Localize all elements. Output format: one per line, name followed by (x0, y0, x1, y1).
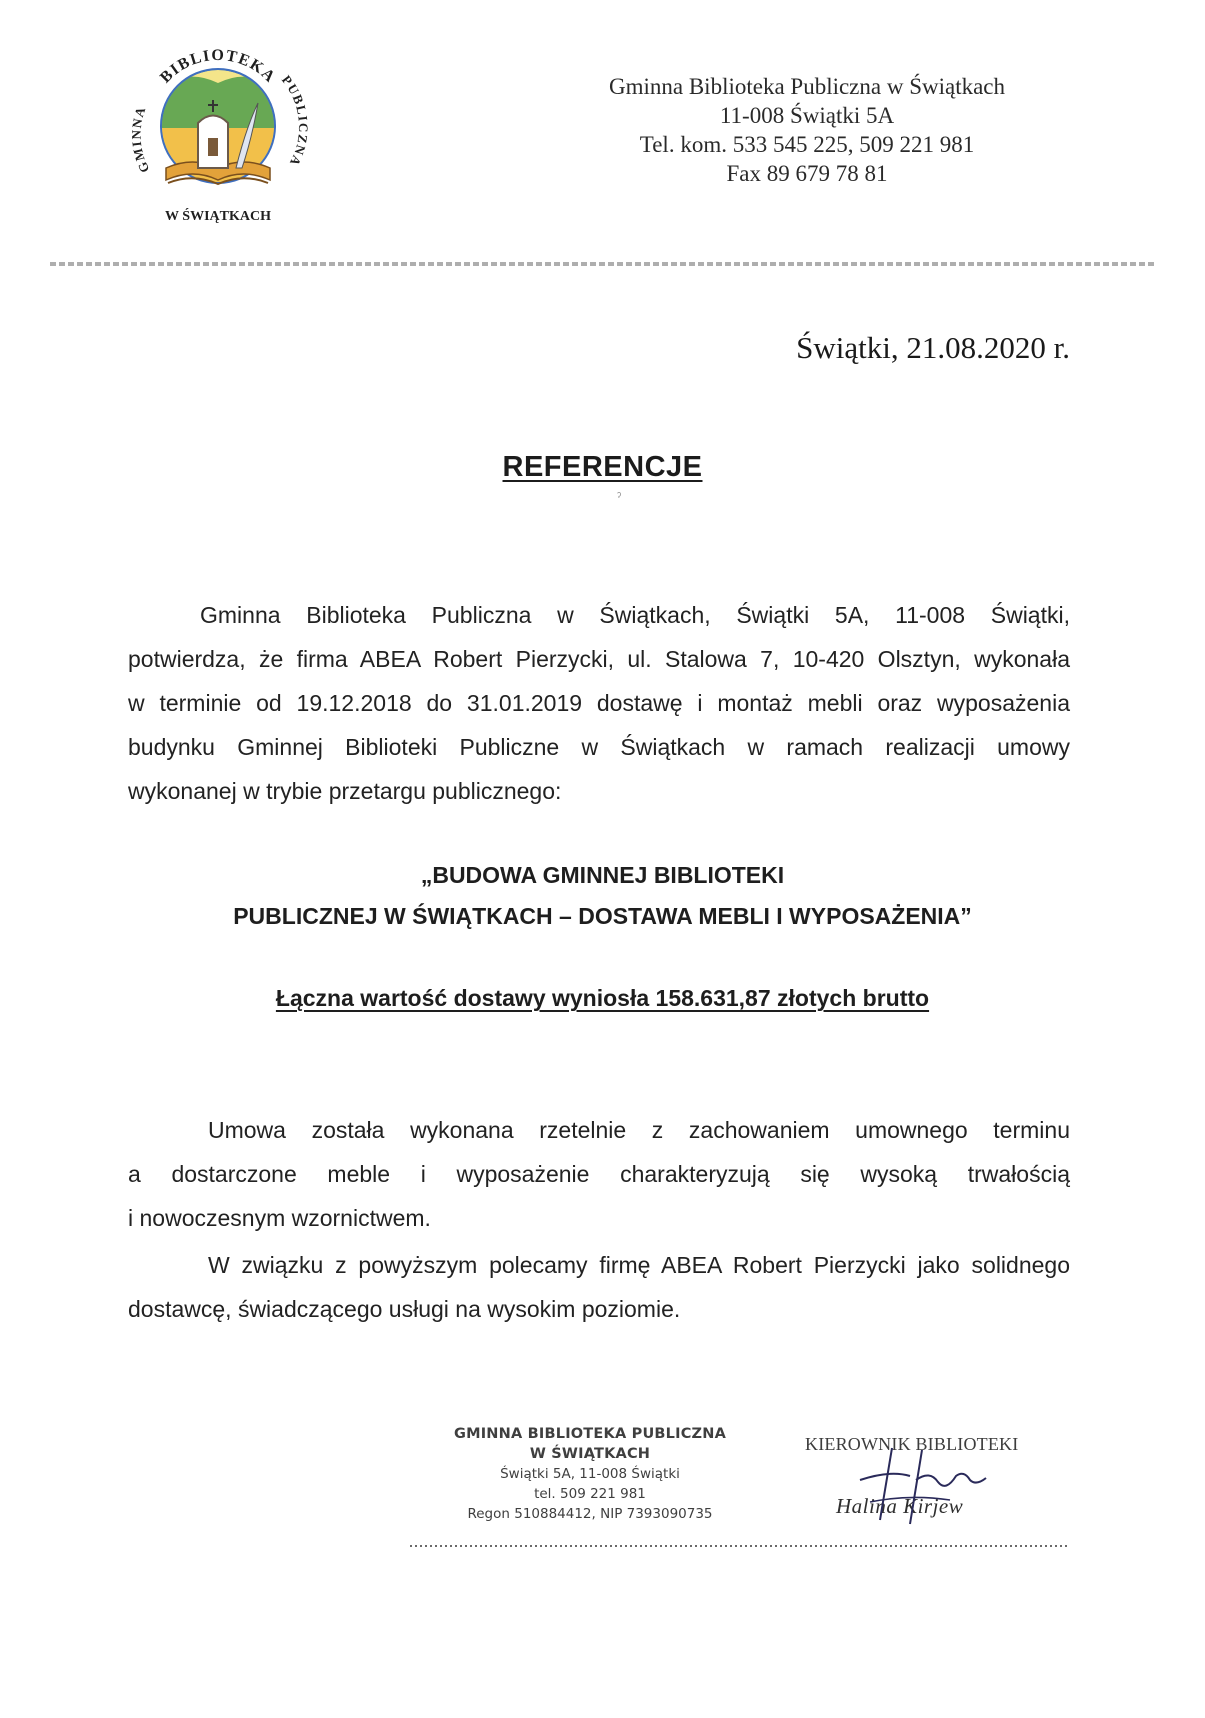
document-date: Świątki, 21.08.2020 r. (796, 330, 1070, 365)
library-logo (118, 28, 318, 228)
signature-dotted-line (410, 1545, 1068, 1547)
paragraph-line: dostawcę, świadczącego usługi na wysokim poziomie. (128, 1296, 681, 1322)
org-name: Gminna Biblioteka Publiczna w Świątkach (608, 74, 1006, 99)
logo-ring-left: GMINNA (128, 103, 153, 176)
paragraph-confirmation (128, 593, 1070, 813)
logo-ring-right: PUBLICZNA (278, 72, 312, 170)
signer-name: Halina Kirjew (836, 1494, 964, 1518)
institution-stamp (430, 1424, 750, 1524)
document-title: REFERENCJE (502, 451, 703, 483)
title-mark: ˀ (617, 490, 622, 504)
stamp-line: W ŚWIĄTKACH (529, 1446, 651, 1462)
paragraph-line: i nowoczesnym wzornictwem. (128, 1205, 431, 1231)
logo-ring-top: BIBLIOTEKA (157, 46, 279, 87)
svg-text:GMINNA (129, 104, 153, 175)
paragraph-line: a dostarczone meble i wyposażenie charakteryzują się wysoką trwałością (128, 1161, 1070, 1187)
signer-title: KIEROWNIK BIBLIOTEKI (805, 1434, 1019, 1454)
paragraph-line: potwierdza, że firma ABEA Robert Pierzycki, ul. Stalowa 7, 10-420 Olsztyn, wykonała (128, 646, 1070, 672)
handwritten-signature (830, 1440, 1000, 1530)
paragraph-line: Umowa została wykonana rzetelnie z zachowaniem umownego terminu (208, 1117, 1070, 1143)
org-fax: Fax 89 679 78 81 (726, 161, 888, 186)
tender-line: PUBLICZNEJ W ŚWIĄTKACH – DOSTAWA MEBLI I WYPOSAŻENIA” (233, 903, 972, 929)
stamp-line: GMINNA BIBLIOTEKA PUBLICZNA (453, 1426, 727, 1442)
stamp-line: Regon 510884412, NIP 7393090735 (467, 1506, 713, 1522)
total-value-text: Łączna wartość dostawy wyniosła 158.631,87 złotych brutto (275, 985, 930, 1011)
paragraph-line: budynku Gminnej Biblioteki Publiczne w Świątkach w ramach realizacji umowy (128, 734, 1070, 760)
total-value (0, 985, 1205, 1012)
tender-name (0, 855, 1205, 937)
svg-text:PUBLICZNA (279, 72, 311, 169)
paragraph-evaluation (128, 1108, 1070, 1240)
org-street: 11-008 Świątki 5A (719, 103, 895, 128)
paragraph-line: Gminna Biblioteka Publiczna w Świątkach, Świątki 5A, 11-008 Świątki, (200, 602, 1070, 628)
stamp-line: tel. 509 221 981 (534, 1486, 646, 1502)
logo-bottom-text: W ŚWIĄTKACH (165, 209, 271, 224)
paragraph-line: wykonanej w trybie przetargu publicznego: (128, 778, 562, 804)
paragraph-line: W związku z powyższym polecamy firmę ABEA Robert Pierzycki jako solidnego (208, 1252, 1070, 1278)
stamp-line: Świątki 5A, 11-008 Świątki (500, 1466, 680, 1482)
header-separator (50, 262, 1155, 266)
organization-address (572, 72, 1042, 188)
paragraph-line: w terminie od 19.12.2018 do 31.01.2019 dostawę i montaż mebli oraz wyposażenia (128, 690, 1070, 716)
tender-line: „BUDOWA GMINNEJ BIBLIOTEKI (420, 862, 785, 888)
paragraph-recommendation (128, 1243, 1070, 1331)
org-phone: Tel. kom. 533 545 225, 509 221 981 (639, 132, 975, 157)
